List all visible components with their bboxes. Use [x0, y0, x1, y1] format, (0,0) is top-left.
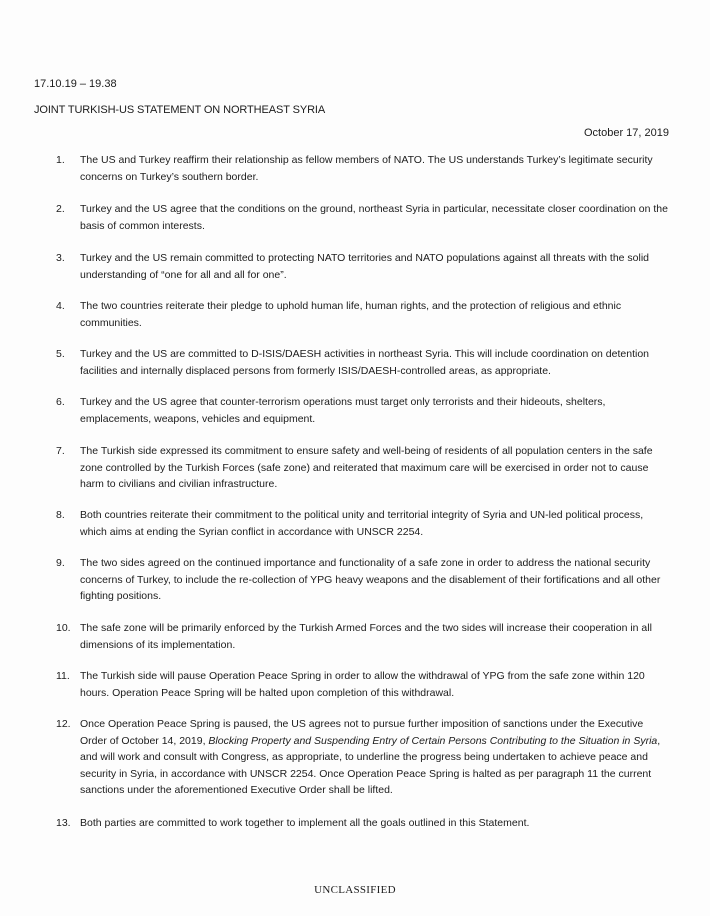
item-number: 11. [56, 670, 70, 682]
item-number: 6. [56, 396, 65, 408]
item-text: The Turkish side expressed its commitment to ensure safety and well-being of residents of all population centers in the safe zone controlled by the Turkish Forces (safe zone) and reiterated that maximum care will be exercised in order not to cause harm to civilians and civilian infrastructure. [80, 445, 653, 490]
item-number: 4. [56, 300, 65, 312]
executive-order-title: Blocking Property and Suspending Entry of Certain Persons Contributing to the Situation in Syria [208, 734, 658, 747]
classification-footer: UNCLASSIFIED [314, 884, 396, 896]
item-number: 13. [56, 817, 71, 829]
item-number: 7. [56, 445, 65, 457]
timestamp: 17.10.19 – 19.38 [34, 78, 117, 90]
item-text-part: , and will work and consult with Congress, as appropriate, to underline the progress being undertaken to achieve peace and security in Syria, in accordance with UNSCR 2254. Once Operation Peace Spring is halted as per paragraph 11 the current sanctions under the aforementioned Executive Order shall be lifted. [80, 734, 661, 796]
item-number: 3. [56, 252, 65, 264]
item-number: 12. [56, 718, 71, 730]
item-number: 1. [56, 154, 65, 166]
item-text: The safe zone will be primarily enforced by the Turkish Armed Forces and the two sides will increase their cooperation in all dimensions of its implementation. [80, 622, 652, 651]
item-text: The two sides agreed on the continued importance and functionality of a safe zone in order to address the national security concerns of Turkey, to include the re-collection of YPG heavy weapons and the disablement of their fortifications and all other fighting positions. [80, 557, 661, 602]
item-number: 5. [56, 348, 65, 360]
item-text: Both parties are committed to work together to implement all the goals outlined in this Statement. [80, 817, 530, 829]
item-text: The Turkish side will pause Operation Peace Spring in order to allow the withdrawal of YPG from the safe zone within 120 hours. Operation Peace Spring will be halted upon completion of this withdrawal. [80, 670, 645, 699]
item-text: Turkey and the US agree that counter-terrorism operations must target only terrorists and their hideouts, shelters, emplacements, weapons, vehicles and equipment. [80, 396, 606, 425]
item-number: 8. [56, 509, 65, 521]
page-title: JOINT TURKISH-US STATEMENT ON NORTHEAST SYRIA [34, 104, 326, 116]
item-text-part: Once Operation Peace Spring is paused, the US agrees not to pursue further imposition of sanctions under the Executive Order of October 14, 2019, [80, 718, 644, 747]
statement-date: October 17, 2019 [583, 127, 669, 139]
item-text: Turkey and the US remain committed to protecting NATO territories and NATO populations against all threats with the solid understanding of “one for all and all for one”. [80, 252, 650, 281]
item-number: 2. [56, 203, 65, 215]
item-number: 10. [56, 622, 71, 634]
item-text: The US and Turkey reaffirm their relationship as fellow members of NATO. The US understands Turkey’s legitimate security concerns on Turkey’s southern border. [80, 154, 653, 183]
item-number: 9. [56, 557, 65, 569]
item-text: Turkey and the US agree that the conditions on the ground, northeast Syria in particular, necessitate closer coordination on the basis of common interests. [80, 203, 668, 232]
item-text: Turkey and the US are committed to D-ISIS/DAESH activities in northeast Syria. This will include coordination on detention facilities and internally displaced persons from formerly ISIS/DAESH-controlled areas, as appropriate. [80, 348, 650, 377]
item-text: The two countries reiterate their pledge to uphold human life, human rights, and the protection of religious and ethnic communities. [80, 300, 622, 329]
item-text [80, 716, 670, 799]
item-text: Both countries reiterate their commitment to the political unity and territorial integrity of Syria and UN-led political process, which aims at ending the Syrian conflict in accordance with UNSCR 2254. [80, 509, 644, 538]
